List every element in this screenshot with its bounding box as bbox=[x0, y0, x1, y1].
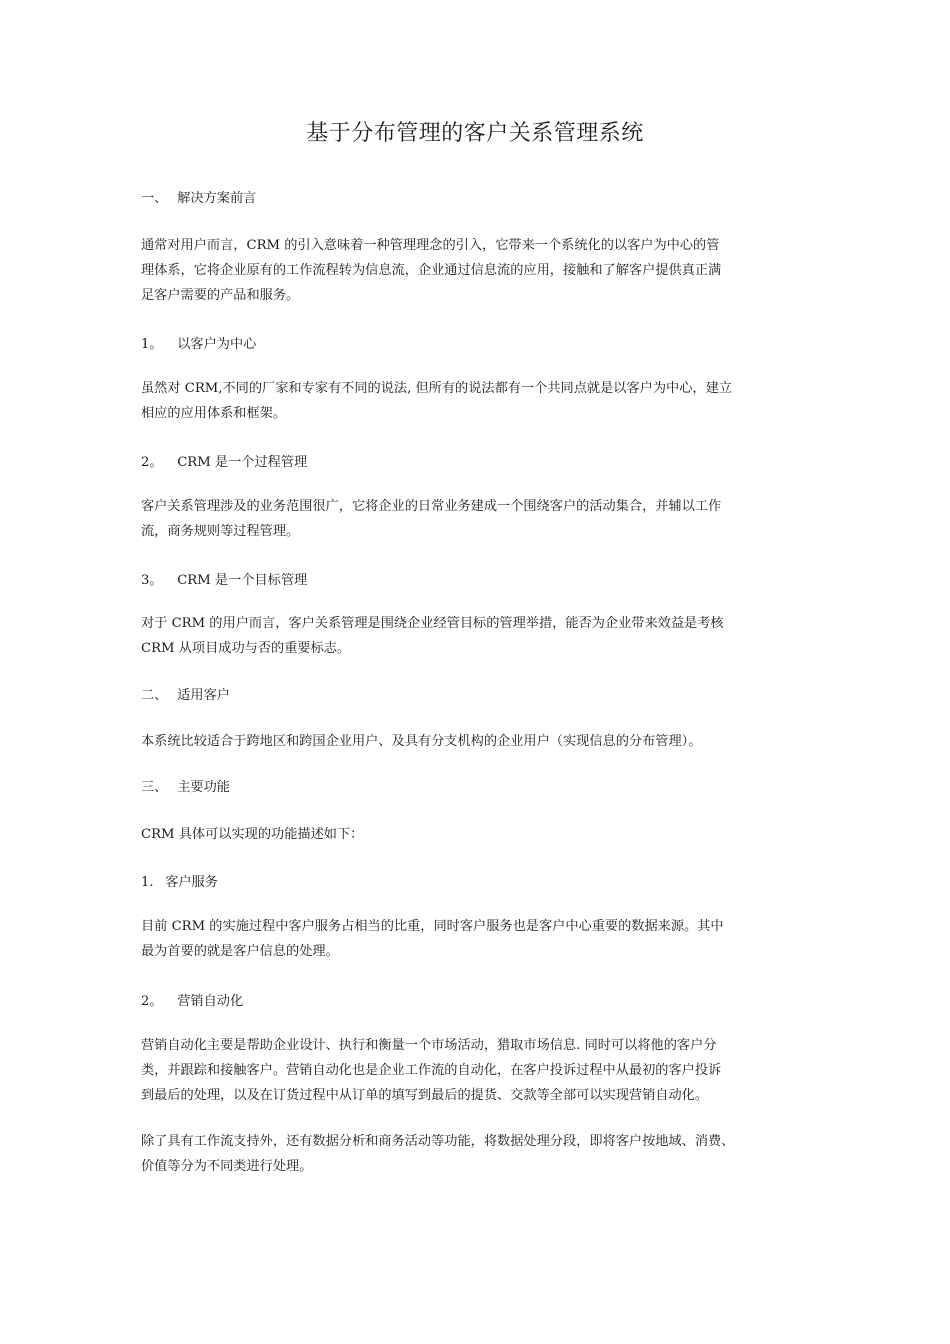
subheading-text: CRM 是一个目标管理 bbox=[177, 573, 308, 588]
section-heading-text: 解决方案前言 bbox=[177, 191, 257, 206]
subheading-number: 2。 bbox=[141, 455, 163, 470]
subheading-text: 客户服务 bbox=[165, 875, 218, 890]
subheading-customer-service bbox=[141, 870, 761, 895]
paragraph-preface bbox=[141, 233, 761, 308]
paragraph-line: 足客户需要的产品和服务。 bbox=[141, 288, 300, 303]
paragraph-line: 类，并跟踪和接触客户。营销自动化也是企业工作流的自动化，在客户投诉过程中从最初的客户投诉 bbox=[141, 1063, 722, 1078]
section-heading-text: 适用客户 bbox=[177, 688, 230, 703]
subheading-number: 1. bbox=[141, 875, 154, 890]
section-heading-text: 主要功能 bbox=[177, 780, 230, 795]
paragraph-line: 目前 CRM 的实施过程中客户服务占相当的比重，同时客户服务也是客户中心重要的数据来源。其中 bbox=[141, 919, 724, 934]
subheading-marketing-automation bbox=[141, 989, 761, 1014]
paragraph-line: 流，商务规则等过程管理。 bbox=[141, 524, 300, 539]
paragraph-customer-centric bbox=[141, 376, 761, 426]
paragraph-line: 到最后的处理，以及在订货过程中从订单的填写到最后的提货、交款等全部可以实现营销自动化。 bbox=[141, 1088, 709, 1103]
paragraph-line: CRM 具体可以实现的功能描述如下： bbox=[141, 827, 364, 842]
section-number: 二、 bbox=[141, 688, 168, 703]
subheading-text: 营销自动化 bbox=[177, 994, 244, 1009]
section-heading-preface bbox=[141, 186, 761, 211]
document-title: 基于分布管理的客户关系管理系统 bbox=[306, 121, 644, 146]
paragraph-line: 价值等分为不同类进行处理。 bbox=[141, 1159, 313, 1174]
paragraph-target-customers bbox=[141, 729, 761, 754]
paragraph-line: 通常对用户而言，CRM 的引入意味着一种管理理念的引入，它带来一个系统化的以客户为中心的管 bbox=[141, 238, 720, 253]
paragraph-line: CRM 从项目成功与否的重要标志。 bbox=[141, 641, 351, 656]
paragraph-line: 除了具有工作流支持外，还有数据分析和商务活动等功能，将数据处理分段，即将客户按地域、消费、 bbox=[141, 1134, 735, 1149]
paragraph-line: 虽然对 CRM,不同的厂家和专家有不同的说法, 但所有的说法都有一个共同点就是以客户为中心，建立 bbox=[141, 381, 732, 396]
paragraph-process-management bbox=[141, 494, 761, 544]
paragraph-line: 相应的应用体系和框架。 bbox=[141, 406, 287, 421]
paragraph-marketing-automation bbox=[141, 1033, 761, 1108]
paragraph-line: 客户关系管理涉及的业务范围很广，它将企业的日常业务建成一个围绕客户的活动集合，并辅以工作 bbox=[141, 499, 722, 514]
section-number: 三、 bbox=[141, 780, 168, 795]
paragraph-workflow-support bbox=[141, 1129, 761, 1179]
subheading-number: 3。 bbox=[141, 573, 163, 588]
subheading-text: CRM 是一个过程管理 bbox=[177, 455, 308, 470]
subheading-goal-management bbox=[141, 568, 761, 593]
paragraph-main-functions bbox=[141, 822, 761, 847]
paragraph-goal-management bbox=[141, 611, 761, 661]
subheading-process-management bbox=[141, 450, 761, 475]
paragraph-line: 理体系，它将企业原有的工作流程转为信息流，企业通过信息流的应用，接触和了解客户提供真正满 bbox=[141, 263, 722, 278]
subheading-customer-centric bbox=[141, 332, 761, 357]
subheading-text: 以客户为中心 bbox=[177, 337, 257, 352]
paragraph-line: 最为首要的就是客户信息的处理。 bbox=[141, 944, 339, 959]
paragraph-customer-service bbox=[141, 914, 761, 964]
paragraph-line: 本系统比较适合于跨地区和跨国企业用户、及具有分支机构的企业用户（实现信息的分布管理）。 bbox=[141, 734, 702, 749]
paragraph-line: 对于 CRM 的用户而言，客户关系管理是围绕企业经管目标的管理举措，能否为企业带来效益是考核 bbox=[141, 616, 724, 631]
subheading-number: 2。 bbox=[141, 994, 163, 1009]
section-number: 一、 bbox=[141, 191, 168, 206]
subheading-number: 1。 bbox=[141, 337, 163, 352]
section-heading-main-functions bbox=[141, 775, 761, 800]
section-heading-target-customers bbox=[141, 683, 761, 708]
paragraph-line: 营销自动化主要是帮助企业设计、执行和衡量一个市场活动，猎取市场信息. 同时可以将他的客户分 bbox=[141, 1038, 717, 1053]
